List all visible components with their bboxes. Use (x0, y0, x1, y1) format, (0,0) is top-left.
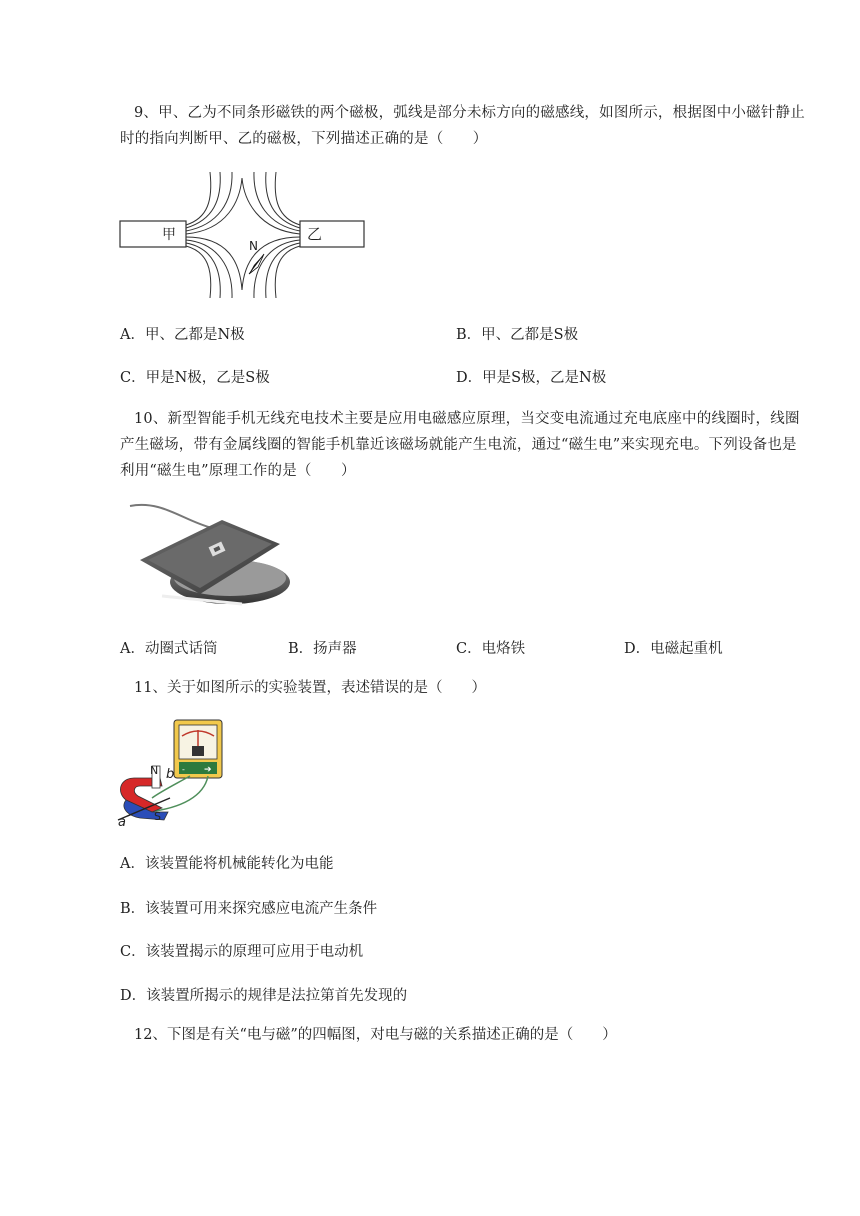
q10-option-c[interactable]: C．电烙铁 (456, 641, 526, 657)
q9-option-d[interactable]: D．甲是S极，乙是N极 (456, 370, 607, 386)
q10-option-a[interactable]: A．动圈式话筒 (120, 641, 218, 657)
magnet-left (120, 221, 186, 247)
svg-text:-: - (182, 765, 185, 774)
question-11-stem: 11、关于如图所示的实验装置，表述错误的是（ ） (134, 680, 486, 696)
magnet-right-label: 乙 (307, 225, 323, 243)
q9-option-b[interactable]: B．甲、乙都是S极 (456, 327, 579, 343)
magnet-field-figure (118, 170, 368, 300)
question-10-stem: 10、新型智能手机无线充电技术主要是应用电磁感应原理，当交变电流通过充电底座中的线圈时，线圈产生磁场，带有金属线圈的智能手机靠近该磁场就能产生电流，通过“磁生电”来实现充电。下列设备也是利用“磁生电”原理工作的是（ ） (120, 411, 800, 479)
question-9-stem: 9、甲、乙为不同条形磁铁的两个磁极，弧线是部分未标方向的磁感线，如图所示，根据图中小磁针静止时的指向判断甲、乙的磁极，下列描述正确的是（ ） (120, 105, 805, 147)
needle-n-label: N (249, 239, 258, 253)
label-a: a (118, 815, 126, 828)
q10-option-d[interactable]: D．电磁起重机 (624, 641, 723, 657)
q11-option-c[interactable]: C．该装置揭示的原理可应用于电动机 (120, 944, 364, 960)
q11-option-d[interactable]: D．该装置所揭示的规律是法拉第首先发现的 (120, 988, 408, 1004)
label-b: b (166, 767, 175, 782)
induction-apparatus-figure (112, 716, 228, 828)
svg-text:➔: ➔ (204, 765, 212, 775)
label-n: N (150, 764, 159, 777)
q10-option-b[interactable]: B．扬声器 (288, 641, 357, 657)
galvanometer-icon (174, 720, 222, 778)
magnet-left-label: 甲 (162, 227, 176, 243)
q11-option-b[interactable]: B．该装置可用来探究感应电流产生条件 (120, 901, 378, 917)
q11-option-a[interactable]: A．该装置能将机械能转化为电能 (120, 856, 334, 872)
question-12-stem: 12、下图是有关“电与磁”的四幅图，对电与磁的关系描述正确的是（ ） (134, 1027, 617, 1043)
wireless-charger-photo (122, 500, 292, 610)
label-s: S (154, 810, 161, 823)
q9-option-a[interactable]: A．甲、乙都是N极 (120, 327, 245, 343)
q9-option-c[interactable]: C．甲是N极，乙是S极 (120, 370, 270, 386)
